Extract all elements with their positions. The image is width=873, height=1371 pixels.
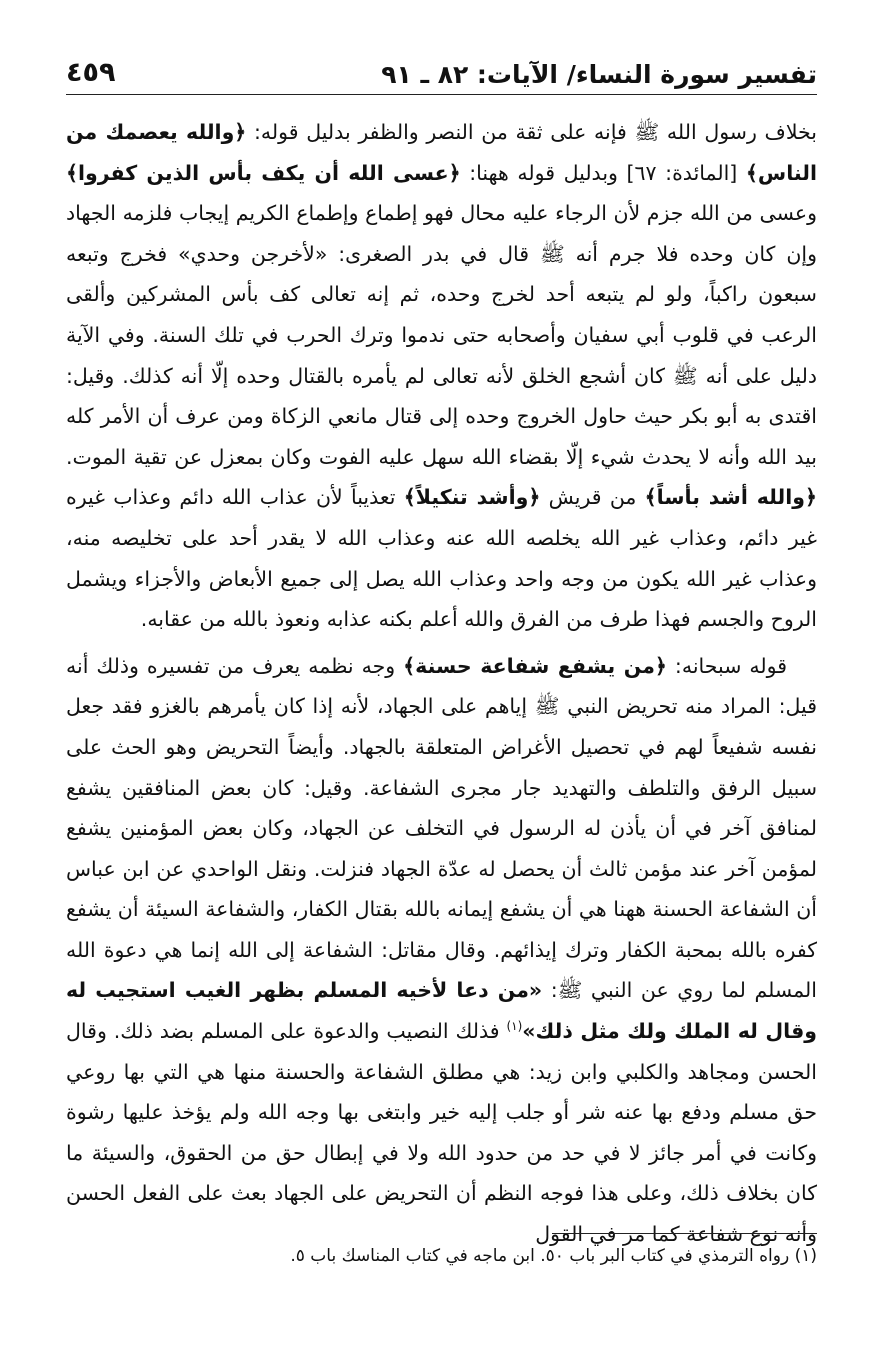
hadith-quote: «من دعا لأخيه المسلم بظهر الغيب استجيب له وقال له الملك ولك مثل ذلك» xyxy=(66,978,817,1044)
quran-quote: ﴿والله أشد بأساً﴾ xyxy=(644,485,817,510)
footnote-rule xyxy=(552,1233,817,1234)
quran-quote: ﴿من يشفع شفاعة حسنة﴾ xyxy=(403,653,667,678)
page-number: ٤٥٩ xyxy=(66,57,116,88)
quran-quote: ﴿وأشد تنكيلاً﴾ xyxy=(403,485,541,510)
footnote-marker[interactable]: (١) xyxy=(506,1019,523,1034)
text-run: وجه نظمه يعرف من تفسيره وذلك أنه قيل: المراد منه تحريض النبي ﷺ إياهم على الجهاد، لأنه إذا كان يأمرهم بالغزو فقد جعل نفسه شفيعاً لهم في تحصيل الأغراض المتعلقة بالجهاد. وأيضاً التحريض وهو الحث على سبيل الرفق والتلطف والتهديد جار مجرى الشفاعة. وقيل: كان بعض المنافقين يشفع لمنافق آخر في أن يأذن له الرسول في التخلف عن الجهاد، وكان بعض المؤمنين يشفع لمؤمن آخر عند مؤمن ثالث أن يحصل له عدّة الجهاد فنزلت. ونقل الواحدي عن ابن عباس أن الشفاعة الحسنة ههنا هي أن يشفع إيمانه بالله بقتال الكفار، والشفاعة السيئة أن يشفع كفره بالله بمحبة الكفار وترك إيذائهم. وقال مقاتل: الشفاعة إلى الله إنما هي دعوة الله المسلم لما روي عن النبي ﷺ: xyxy=(66,653,817,1003)
text-run: قوله سبحانه: xyxy=(666,653,787,678)
header-rule xyxy=(66,94,817,95)
text-run: من قريش xyxy=(540,485,645,510)
text-run: تعذيباً لأن عذاب الله دائم وعذاب غيره غير دائم، وعذاب غير الله يخلصه الله عنه وعذاب الله لا يقدر أحد على تخليصه منه، وعذاب غير الله يكون من وجه واحد وعذاب الله يصل إلى جميع الأبعاض والأجزاء ويشمل الروح والجسم فهذا طرف من الفرق والله أعلم بكنه عذابه ونعوذ بالله من عقابه. xyxy=(66,485,817,632)
quran-quote: ﴿والله يعصمك من الناس﴾ xyxy=(66,120,817,185)
running-title: تفسير سورة النساء/ الآيات: ٨٢ ـ ٩١ xyxy=(381,60,817,89)
text-run: فذلك النصيب والدعوة على المسلم بضد ذلك. وقال الحسن ومجاهد والكلبي وابن زيد: هي مطلق الشفاعة والحسنة منها هي التي بها روعي حق مسلم ودفع بها عنه شر أو جلب إليه خير وابتغى بها وجه الله ولم يؤخذ عليها رشوة وكانت في أمر جائز لا في حد من حدود الله ولا في إبطال حق من الحقوق، والسيئة ما كان بخلاف ذلك، وعلى هذا فوجه النظم أن التحريض على الجهاد بعث على الفعل الحسن وأنه نوع شفاعة كما مر في القول xyxy=(66,1019,817,1247)
quran-quote: ﴿عسى الله أن يكف بأس الذين كفروا﴾ xyxy=(66,160,461,185)
paragraph-1 xyxy=(66,112,817,640)
text-run: بخلاف رسول الله ﷺ فإنه على ثقة من النصر والظفر بدليل قوله: xyxy=(246,120,817,144)
footnote: (١) رواه الترمذي في كتاب البر باب ٥٠. ابن ماجه في كتاب المناسك باب ٥. xyxy=(290,1246,817,1266)
paragraph-2 xyxy=(66,646,817,1255)
page-body xyxy=(66,112,817,1255)
text-run: وعسى من الله جزم لأن الرجاء عليه محال فهو إطماع وإطماع الكريم إيجاب فلزمه الجهاد وإن كان وحده فلا جرم أنه ﷺ قال في بدر الصغرى: «لأخرجن وحدي» فخرج وتبعه سبعون راكباً، ولو لم يتبعه أحد لخرج وحده، ثم إنه تعالى كف بأس المشركين وألقى الرعب في قلوب أبي سفيان وأصحابه حتى ندموا وترك الحرب في تلك السنة. وفي الآية دليل على أنه ﷺ كان أشجع الخلق لأنه تعالى لم يأمره بالقتال وحده إلّا أنه كذلك. وقيل: اقتدى به أبو بكر حيث حاول الخروج وحده إلى قتال مانعي الزكاة ومن عرف أن الأمر كله بيد الله وأنه لا يحدث شيء إلّا بقضاء الله سهل عليه الفوت وكان بمعزل عن تقية الموت. xyxy=(66,201,817,469)
text-run: [المائدة: ٦٧] وبدليل قوله ههنا: xyxy=(460,160,746,185)
page-header xyxy=(66,56,817,100)
